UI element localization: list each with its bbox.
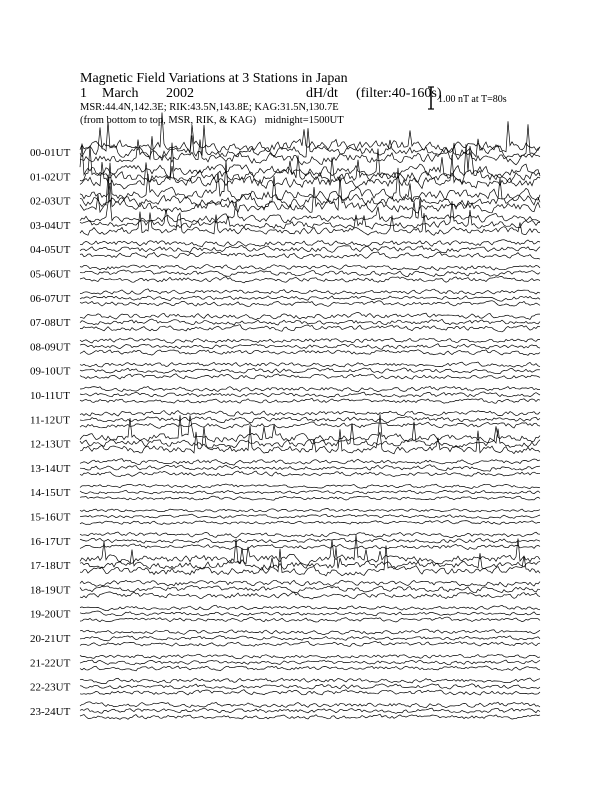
trace-kag-14-15ut bbox=[80, 484, 540, 489]
trace-kag-07-08ut bbox=[80, 312, 540, 319]
quantity-label: dH/dt bbox=[306, 86, 338, 101]
trace-kag-12-13ut bbox=[80, 414, 540, 442]
trace-msr-11-12ut bbox=[80, 422, 540, 429]
trace-msr-07-08ut bbox=[80, 325, 540, 332]
trace-rik-20-21ut bbox=[80, 636, 540, 641]
trace-msr-19-20ut bbox=[80, 617, 540, 622]
trace-rik-10-11ut bbox=[80, 392, 540, 398]
trace-rik-07-08ut bbox=[80, 319, 540, 325]
hour-label: 00-01UT bbox=[30, 147, 71, 159]
trace-kag-20-21ut bbox=[80, 629, 540, 635]
trace-kag-18-19ut bbox=[80, 580, 540, 587]
hour-label: 17-18UT bbox=[30, 560, 71, 573]
trace-rik-05-06ut bbox=[80, 270, 540, 277]
hour-label: 09-10UT bbox=[30, 365, 71, 378]
hour-label: 07-08UT bbox=[30, 317, 71, 330]
hour-label: 23-24UT bbox=[30, 705, 71, 718]
hour-label: 12-13UT bbox=[30, 438, 71, 451]
trace-kag-19-20ut bbox=[80, 605, 540, 610]
trace-msr-22-23ut bbox=[80, 690, 540, 695]
trace-msr-15-16ut bbox=[80, 521, 540, 525]
date-day: 1 bbox=[80, 86, 87, 101]
station-coordinates: MSR:44.4N,142.3E; RIK:43.5N,143.8E; KAG:31.5N,130.7E bbox=[80, 102, 339, 113]
trace-rik-08-09ut bbox=[80, 344, 540, 350]
trace-msr-09-10ut bbox=[80, 374, 540, 379]
hour-label: 20-21UT bbox=[30, 633, 71, 645]
chart-title: Magnetic Field Variations at 3 Stations in Japan bbox=[80, 71, 348, 86]
midnight-note: midnight=1500UT bbox=[264, 114, 344, 126]
trace-kag-00-01ut bbox=[80, 113, 540, 153]
trace-kag-08-09ut bbox=[80, 338, 540, 343]
hour-label: 21-22UT bbox=[30, 657, 71, 670]
trace-kag-13-14ut bbox=[80, 459, 540, 465]
trace-rik-23-24ut bbox=[80, 708, 540, 713]
hour-label: 02-03UT bbox=[30, 195, 71, 208]
trace-msr-23-24ut bbox=[80, 714, 540, 719]
trace-kag-05-06ut bbox=[80, 265, 540, 271]
trace-rik-15-16ut bbox=[80, 514, 540, 519]
trace-msr-21-22ut bbox=[80, 666, 540, 671]
trace-msr-20-21ut bbox=[80, 641, 540, 646]
trace-rik-18-19ut bbox=[80, 586, 540, 593]
hour-label: 10-11UT bbox=[30, 390, 70, 402]
date-month: March bbox=[102, 86, 139, 101]
hour-label: 05-06UT bbox=[30, 268, 71, 281]
trace-rik-06-07ut bbox=[80, 296, 540, 301]
trace-kag-04-05ut bbox=[80, 240, 540, 247]
trace-kag-17-18ut bbox=[80, 535, 540, 565]
trace-kag-15-16ut bbox=[80, 509, 540, 512]
hour-label: 11-12UT bbox=[30, 414, 70, 427]
hour-label: 04-05UT bbox=[30, 244, 71, 257]
trace-msr-18-19ut bbox=[80, 592, 540, 599]
hour-label: 01-02UT bbox=[30, 171, 71, 184]
hour-label: 13-14UT bbox=[30, 462, 71, 475]
trace-msr-10-11ut bbox=[80, 398, 540, 403]
trace-rik-19-20ut bbox=[80, 611, 540, 616]
trace-kag-21-22ut bbox=[80, 654, 540, 659]
trace-kag-02-03ut bbox=[80, 161, 540, 201]
hour-label: 18-19UT bbox=[30, 584, 71, 597]
trace-rik-04-05ut bbox=[80, 246, 540, 253]
trace-msr-06-07ut bbox=[80, 301, 540, 307]
scale-bar-label: 1.00 nT at T=80s bbox=[438, 94, 507, 105]
trace-rik-21-22ut bbox=[80, 660, 540, 665]
trace-kag-23-24ut bbox=[80, 702, 540, 708]
trace-rik-22-23ut bbox=[80, 684, 540, 689]
trace-rik-14-15ut bbox=[80, 490, 540, 494]
trace-rik-12-13ut bbox=[80, 422, 540, 448]
hour-label: 03-04UT bbox=[30, 219, 71, 232]
trace-msr-13-14ut bbox=[80, 471, 540, 477]
trace-rik-09-10ut bbox=[80, 368, 540, 374]
trace-kag-16-17ut bbox=[80, 532, 540, 538]
hour-label: 14-15UT bbox=[30, 487, 71, 500]
hour-label: 22-23UT bbox=[30, 681, 71, 694]
trace-kag-09-10ut bbox=[80, 362, 540, 367]
trace-msr-16-17ut bbox=[80, 544, 540, 550]
hour-label: 16-17UT bbox=[30, 535, 71, 548]
trace-msr-17-18ut bbox=[80, 546, 540, 576]
trace-kag-22-23ut bbox=[80, 678, 540, 684]
date-year: 2002 bbox=[166, 86, 194, 101]
trace-msr-08-09ut bbox=[80, 350, 540, 356]
trace-rik-02-03ut bbox=[80, 175, 540, 208]
trace-kag-06-07ut bbox=[80, 289, 540, 295]
trace-rik-13-14ut bbox=[80, 465, 540, 472]
hour-label: 15-16UT bbox=[30, 511, 71, 524]
trace-msr-05-06ut bbox=[80, 277, 540, 283]
order-note: (from bottom to top, MSR, RIK, & KAG) bbox=[80, 114, 257, 126]
hour-label: 06-07UT bbox=[30, 292, 71, 305]
hour-label: 08-09UT bbox=[30, 341, 71, 354]
trace-rik-16-17ut bbox=[80, 538, 540, 543]
trace-msr-04-05ut bbox=[80, 252, 540, 259]
filter-label: (filter:40-160s) bbox=[356, 86, 442, 101]
trace-rik-11-12ut bbox=[80, 417, 540, 423]
trace-kag-10-11ut bbox=[80, 386, 540, 392]
trace-msr-14-15ut bbox=[80, 496, 540, 500]
hour-label: 19-20UT bbox=[30, 608, 71, 621]
trace-kag-11-12ut bbox=[80, 411, 540, 417]
